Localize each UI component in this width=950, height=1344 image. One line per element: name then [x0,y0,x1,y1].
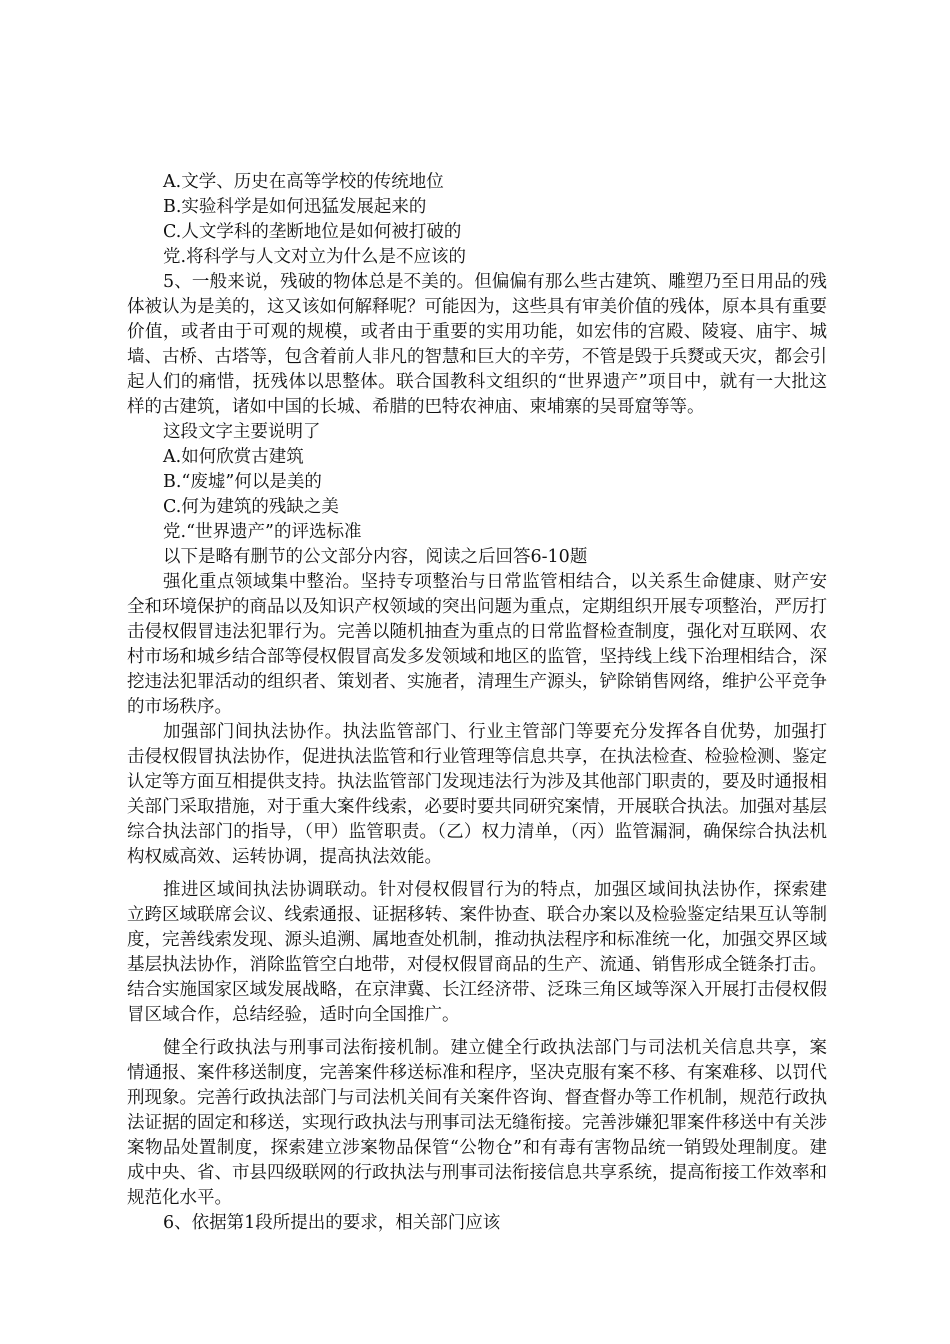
doc-paragraph-2: 加强部门间执法协作。执法监管部门、行业主管部门等要充分发挥各自优势，加强打击侵权假冒执法协作，促进执法监管和行业管理等信息共享，在执法检查、检验检测、鉴定认定等方面互相提供支持。执法监管部门发现违法行为涉及其他部门职责的，要及时通报相关部门采取措施，对于重大案件线索，必要时要共同研究案情，开展联合执法。加强对基层综合执法部门的指导，（甲）监管职责。（乙）权力清单，（丙）监管漏洞，确保综合执法机构权威高效、运转协调，提高执法效能。 [127,722,827,867]
q4-option-a: A.文学、历史在高等学校的传统地位 [163,172,444,192]
doc-paragraph-3: 推进区域间执法协调联动。针对侵权假冒行为的特点，加强区域间执法协作，探索建立跨区域联席会议、线索通报、证据移转、案件协查、联合办案以及检验鉴定结果互认等制度，完善线索发现、源头追溯、属地查处机制，推动执法程序和标准统一化，加强交界区域基层执法协作，消除监管空白地带，对侵权假冒商品的生产、流通、销售形成全链条打击。结合实施国家区域发展战略，在京津冀、长江经济带、泛珠三角区域等深入开展打击侵权假冒区域合作，总结经验，适时向全国推广。 [127,880,827,1025]
q5-option-a: A.如何欣赏古建筑 [163,447,304,467]
intro-6-10: 以下是略有删节的公文部分内容，阅读之后回答6-10题 [163,547,588,567]
q5-option-c: C.何为建筑的残缺之美 [163,497,339,517]
q5-option-d: 党.“世界遗产”的评选标准 [163,522,362,542]
q4-option-b: B.实验科学是如何迅猛发展起来的 [163,197,427,217]
doc-paragraph-4: 健全行政执法与刑事司法衔接机制。建立健全行政执法部门与司法机关信息共享，案情通报、案件移送制度，完善案件移送标准和程序，坚决克服有案不移、有案难移、以罚代刑现象。完善行政执法部门与司法机关间有关案件咨询、督查督办等工作机制，规范行政执法证据的固定和移送，实现行政执法与刑事司法无缝衔接。完善涉嫌犯罪案件移送中有关涉案物品处置制度，探索建立涉案物品保管“公物仓”和有毒有害物品统一销毁处理制度。建成中央、省、市县四级联网的行政执法与刑事司法衔接信息共享系统，提高衔接工作效率和规范化水平。 [127,1038,827,1208]
q5-question: 这段文字主要说明了 [163,422,321,442]
q4-option-d: 党.将科学与人文对立为什么是不应该的 [163,247,467,267]
doc-paragraph-1: 强化重点领域集中整治。坚持专项整治与日常监管相结合，以关系生命健康、财产安全和环境保护的商品以及知识产权领域的突出问题为重点，定期组织开展专项整治，严厉打击侵权假冒违法犯罪行为。完善以随机抽查为重点的日常监督检查制度，强化对互联网、农村市场和城乡结合部等侵权假冒高发多发领域和地区的监管，坚持线上线下治理相结合，深挖违法犯罪活动的组织者、策划者、实施者，清理生产源头，铲除销售网络，维护公平竞争的市场秩序。 [127,572,827,717]
q5-passage: 5、一般来说，残破的物体总是不美的。但偏偏有那么些古建筑、雕塑乃至日用品的残体被认为是美的，这又该如何解释呢？可能因为，这些具有审美价值的残体，原本具有重要价值，或者由于可观的规模，或者由于重要的实用功能，如宏伟的宫殿、陵寝、庙宇、城墙、古桥、古塔等，包含着前人非凡的智慧和巨大的辛劳，不管是毁于兵燹或天灾，都会引起人们的痛惜，抚残体以思整体。联合国教科文组织的“世界遗产”项目中，就有一大批这样的古建筑，诸如中国的长城、希腊的巴特农神庙、柬埔寨的吴哥窟等等。 [127,272,827,417]
document-page [127,170,827,1236]
q4-option-c: C.人文学科的垄断地位是如何被打破的 [163,222,462,242]
q5-option-b: B.“废墟”何以是美的 [163,472,322,492]
q6-question: 6、依据第1段所提出的要求，相关部门应该 [163,1213,501,1233]
